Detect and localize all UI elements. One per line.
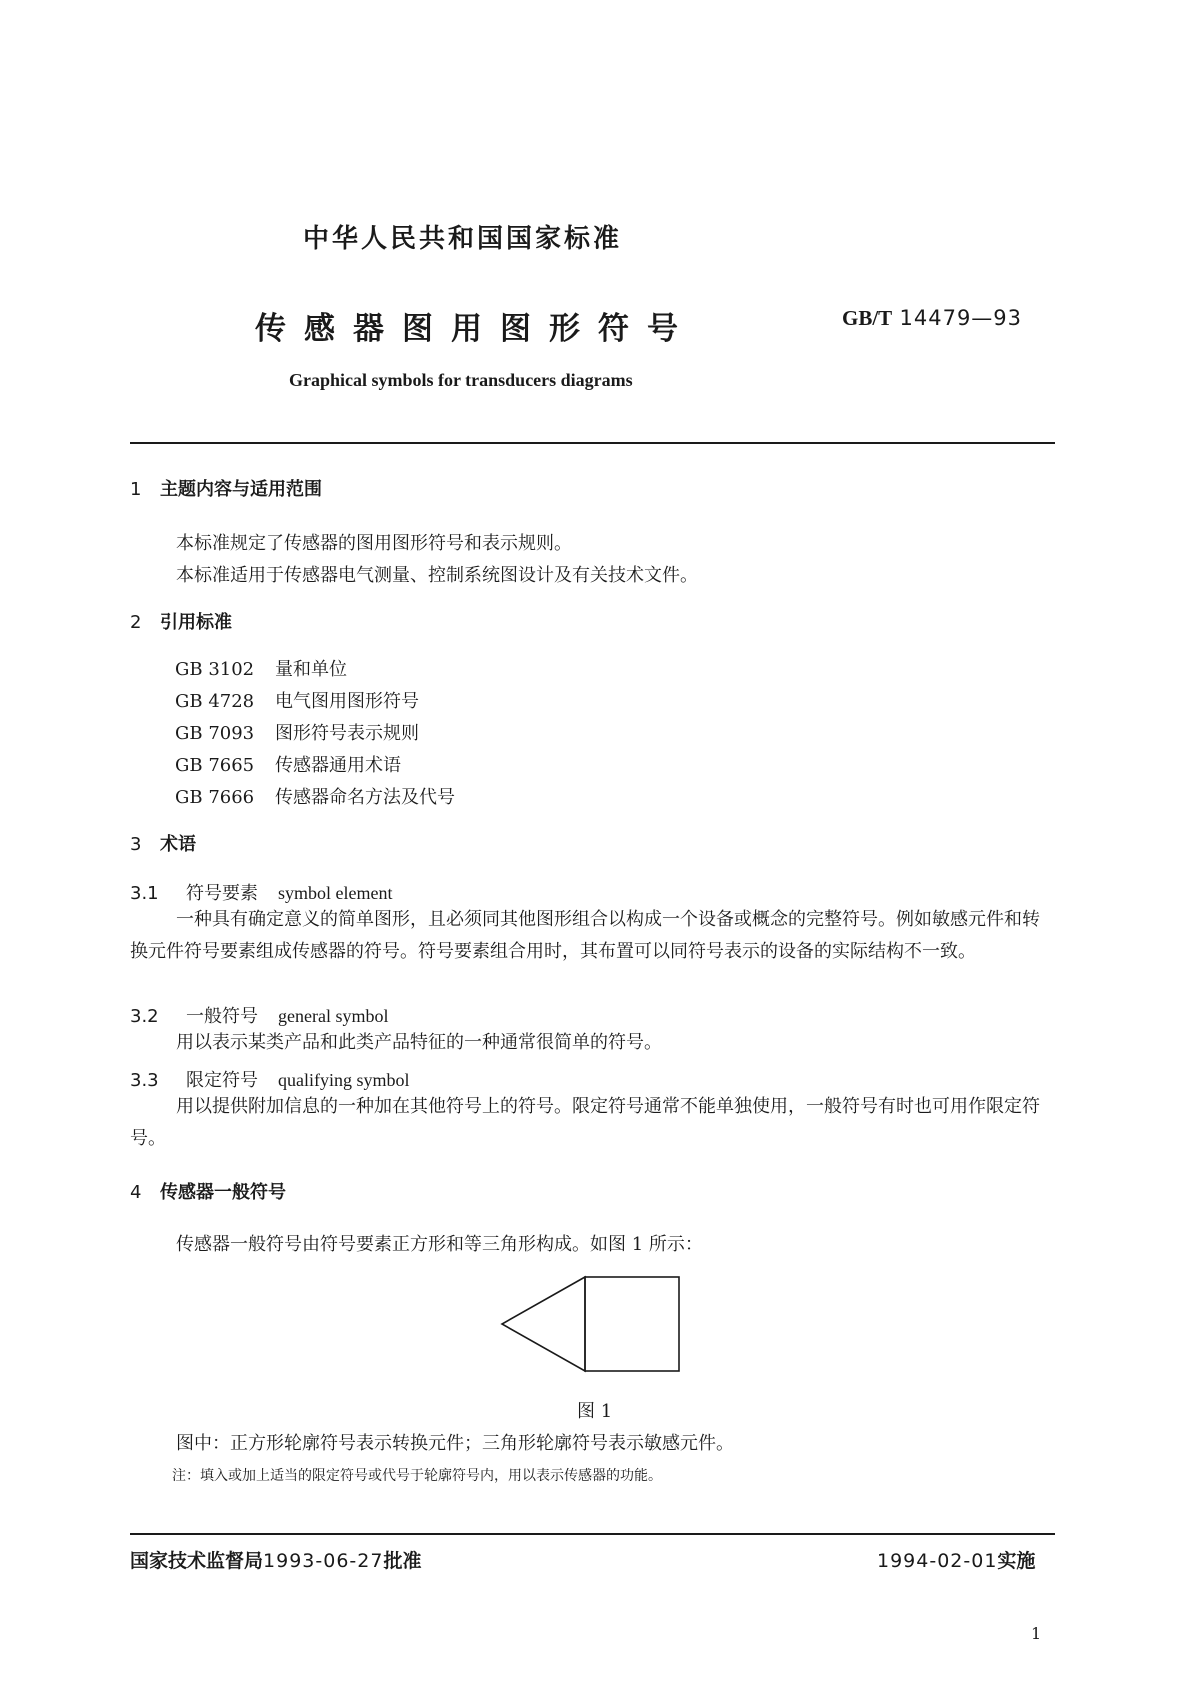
square-conversion-element <box>585 1277 679 1371</box>
approval-date: 1993-06-27 <box>263 1550 384 1572</box>
section-title: 引用标准 <box>160 612 232 633</box>
header-divider <box>130 442 1055 444</box>
term-cn: 一般符号 <box>186 1006 258 1027</box>
reference-item <box>175 719 419 745</box>
section-title: 术语 <box>160 834 196 855</box>
reference-item <box>175 687 419 713</box>
section-2-heading <box>130 608 232 634</box>
reference-item <box>175 783 455 809</box>
section-number: 3 <box>130 834 142 855</box>
term-3-1-definition: 一种具有确定意义的简单图形，且必须同其他图形组合以构成一个设备或概念的完整符号。例如敏感元件和转换元件符号要素组成传感器的符号。符号要素组合用时，其布置可以同符号表示的设备的实际结构不一致。 <box>130 909 1040 962</box>
triangle-sensing-element <box>502 1277 585 1371</box>
standard-prefix: GB/T <box>842 306 893 330</box>
figure-footnote: 注：填入或加上适当的限定符号或代号于轮廓符号内，用以表示传感器的功能。 <box>172 1468 662 1484</box>
term-cn: 符号要素 <box>186 883 258 904</box>
term-number: 3.3 <box>130 1070 159 1091</box>
effective-date: 1994-02-01 <box>877 1550 998 1572</box>
term-3-3-definition: 用以提供附加信息的一种加在其他符号上的符号。限定符号通常不能单独使用，一般符号有时也可用作限定符号。 <box>130 1096 1040 1149</box>
term-en: general symbol <box>278 1006 389 1026</box>
reference-name: 传感器命名方法及代号 <box>275 787 455 808</box>
effective-line <box>877 1546 1035 1573</box>
issuer: 国家技术监督局 <box>130 1550 264 1572</box>
section-3-heading <box>130 830 196 856</box>
term-cn: 限定符号 <box>186 1070 258 1091</box>
section-title: 传感器一般符号 <box>160 1182 286 1203</box>
national-standard-heading: 中华人民共和国国家标准 <box>303 224 623 254</box>
figure-caption: 图 1 <box>577 1401 613 1422</box>
approval-label: 批准 <box>383 1550 422 1572</box>
footer-divider <box>130 1533 1055 1535</box>
reference-name: 量和单位 <box>275 659 347 680</box>
term-3-1-heading <box>130 879 392 905</box>
term-en: qualifying symbol <box>278 1070 410 1090</box>
term-number: 3.2 <box>130 1006 159 1027</box>
document-title-en: Graphical symbols for transducers diagrams <box>289 370 633 390</box>
transducer-general-symbol-figure <box>500 1275 690 1380</box>
reference-name: 图形符号表示规则 <box>275 723 419 744</box>
term-3-2-heading <box>130 1002 388 1028</box>
effective-label: 实施 <box>997 1550 1036 1572</box>
reference-name: 传感器通用术语 <box>275 755 401 776</box>
approval-line <box>130 1546 421 1573</box>
reference-item <box>175 655 347 681</box>
reference-code: GB 3102 <box>175 659 255 680</box>
section-1-heading <box>130 475 322 501</box>
reference-code: GB 7093 <box>175 723 255 744</box>
page-number: 1 <box>1031 1624 1042 1643</box>
term-3-2-definition: 用以表示某类产品和此类产品特征的一种通常很简单的符号。 <box>176 1032 662 1053</box>
figure-note: 图中：正方形轮廓符号表示转换元件；三角形轮廓符号表示敏感元件。 <box>176 1433 734 1454</box>
section-1-paragraph-1: 本标准规定了传感器的图用图形符号和表示规则。 <box>176 533 572 554</box>
term-3-3-heading <box>130 1066 410 1092</box>
term-number: 3.1 <box>130 883 159 904</box>
reference-code: GB 7666 <box>175 787 255 808</box>
section-number: 4 <box>130 1182 142 1203</box>
section-1-paragraph-2: 本标准适用于传感器电气测量、控制系统图设计及有关技术文件。 <box>176 565 698 586</box>
standard-number <box>842 305 1022 331</box>
section-4-heading <box>130 1178 286 1204</box>
standard-code: 14479—93 <box>899 306 1023 330</box>
reference-code: GB 4728 <box>175 691 255 712</box>
term-en: symbol element <box>278 883 393 903</box>
section-4-paragraph: 传感器一般符号由符号要素正方形和等三角形构成。如图 1 所示： <box>176 1234 703 1255</box>
document-title-cn: 传感器图用图形符号 <box>255 311 696 347</box>
reference-name: 电气图用图形符号 <box>275 691 419 712</box>
section-number: 1 <box>130 479 142 500</box>
reference-item <box>175 751 401 777</box>
reference-code: GB 7665 <box>175 755 255 776</box>
section-number: 2 <box>130 612 142 633</box>
section-title: 主题内容与适用范围 <box>160 479 322 500</box>
